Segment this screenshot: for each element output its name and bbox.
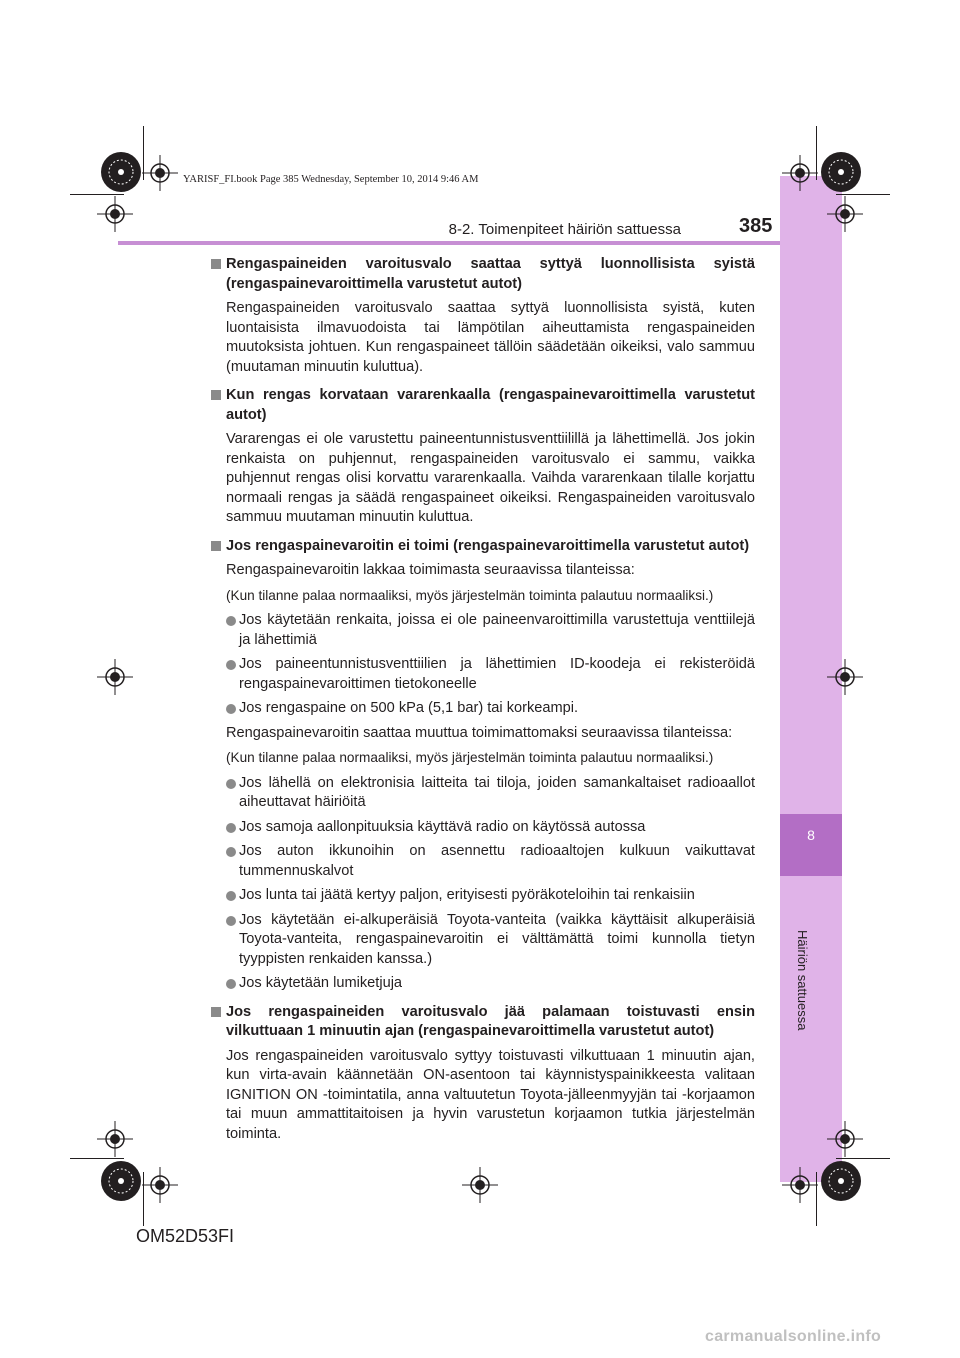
list-item: Jos lähellä on elektronisia laitteita tai tiloja, joiden samankaltaiset radioaallot aiheuttavat häiriöitä [211,774,755,813]
list-item: Jos lunta tai jäätä kertyy paljon, erityisesti pyöräkoteloihin tai renkaisiin [211,886,755,906]
main-content [211,255,755,1149]
round-bullet-icon [226,660,236,670]
section-heading: Jos rengaspaineiden varoitusvalo jää palamaan toistuvasti ensin vilkuttuaan 1 minuutin ajan (rengaspainevaroittimella varustetut autot) [211,1003,755,1042]
star-target-icon [820,1160,862,1202]
round-bullet-icon [226,823,236,833]
round-bullet-icon [226,979,236,989]
round-bullet-icon [226,779,236,789]
list-item: Jos käytetään lumiketjuja [211,974,755,994]
star-target-icon [100,1160,142,1202]
list-item: Jos paineentunnistusventtiilien ja lähettimien ID-koodeja ei rekisteröidä rengaspainevaroittimen tietokoneelle [211,655,755,694]
chapter-title: Häiriön sattuessa [795,930,810,1031]
section-heading: Jos rengaspainevaroitin ei toimi (rengaspainevaroittimella varustetut autot) [211,537,755,557]
crop-line [70,1158,124,1159]
list-item: Jos auton ikkunoihin on asennettu radioaaltojen kulkuun vaikuttavat tummennuskalvot [211,842,755,881]
round-bullet-icon [226,704,236,714]
document-code: OM52D53FI [136,1226,235,1246]
section-intro: Rengaspainevaroitin lakkaa toimimasta seuraavissa tilanteissa: [226,562,635,578]
star-target-icon [820,151,862,193]
registration-target-icon [97,659,133,695]
header-rule [118,241,780,245]
section-title: 8-2. Toimenpiteet häiriön sattuessa [448,221,681,238]
registration-target-icon [142,1167,178,1203]
section-body: Vararengas ei ole varustettu paineentunnistusventtiilillä ja lähettimellä. Jos jokin renkaista on puhjennut, rengaspaineiden varoitusvalo ei sammu, vaikka puhjennut rengas olisi korvattu vararenkaalla. Vaihda vararenkaan tilalle korjattu normaali rengas ja säädä rengaspaineet oikeiksi. Rengaspaineiden varoitusvalo sammuu muutaman minuutin kuluttua. [226,431,755,525]
round-bullet-icon [226,891,236,901]
registration-target-icon [97,1121,133,1157]
chapter-tab [780,814,842,876]
square-bullet-icon [211,390,221,400]
section-heading: Rengaspaineiden varoitusvalo saattaa syttyä luonnollisista syistä (rengaspainevaroittimella varustetut autot) [211,255,755,294]
list-item: Jos käytetään ei-alkuperäisiä Toyota-vanteita (vaikka käyttäisit alkuperäisiä Toyota-vanteita, rengaspainevaroitin ei välttämättä toimi kunnolla tietyn tyyppisten renkaiden kanssa.) [211,911,755,970]
registration-target-icon [142,155,178,191]
section-body: Jos rengaspaineiden varoitusvalo syttyy toistuvasti vilkuttuaan 1 minuutin ajan, kun virta-avain käännetään ON-asentoon tai käynnistyspainikkeesta valitaan IGNITION ON -toimintatila, anna valtuutetun Toyota-jälleenmyyjän tai -korjaamon tai muun ammattitaitoisen ja hyvin varustetun korjaamon tutkia järjestelmän toiminta. [226,1047,755,1142]
registration-target-icon [97,196,133,232]
crop-line [836,194,890,195]
chapter-number: 8 [807,827,815,843]
registration-target-icon [827,659,863,695]
registration-target-icon [462,1167,498,1203]
section-body: Rengaspaineiden varoitusvalo saattaa syttyä luonnollisista syistä, kuten luontaisista ilmavuodoista tai lämpötilan aiheuttamista rengaspaineiden muutoksista johtuen. Kun rengaspaineet tällöin säädetään oikeiksi, valo sammuu (muutaman minuutin kuluttua). [226,300,755,375]
list-item: Jos käytetään renkaita, joissa ei ole paineenvaroittimilla varustettuja venttiilejä ja lähettimiä [211,611,755,650]
registration-target-icon [782,1167,818,1203]
section-intro: Rengaspainevaroitin saattaa muuttua toimimattomaksi seuraavissa tilanteissa: [226,724,733,741]
page-number: 385 [739,215,773,237]
round-bullet-icon [226,616,236,626]
watermark: carmanualsonline.info [705,1328,882,1345]
registration-target-icon [827,196,863,232]
square-bullet-icon [211,259,221,269]
crop-line [836,1158,890,1159]
crop-line [70,194,124,195]
registration-target-icon [827,1121,863,1157]
section-heading: Kun rengas korvataan vararenkaalla (rengaspainevaroittimella varustetut autot) [211,386,755,425]
round-bullet-icon [226,916,236,926]
square-bullet-icon [211,541,221,551]
list-item: Jos samoja aallonpituuksia käyttävä radio on käytössä autossa [211,818,755,838]
star-target-icon [100,151,142,193]
registration-target-icon [782,155,818,191]
section-note: (Kun tilanne palaa normaaliksi, myös järjestelmän toiminta palautuu normaaliksi.) [226,587,714,603]
square-bullet-icon [211,1007,221,1017]
book-stamp: YARISF_FI.book Page 385 Wednesday, September 10, 2014 9:46 AM [183,174,479,185]
round-bullet-icon [226,847,236,857]
section-note: (Kun tilanne palaa normaaliksi, myös järjestelmän toiminta palautuu normaaliksi.) [226,750,714,765]
list-item: Jos rengaspaine on 500 kPa (5,1 bar) tai korkeampi. [211,699,755,719]
